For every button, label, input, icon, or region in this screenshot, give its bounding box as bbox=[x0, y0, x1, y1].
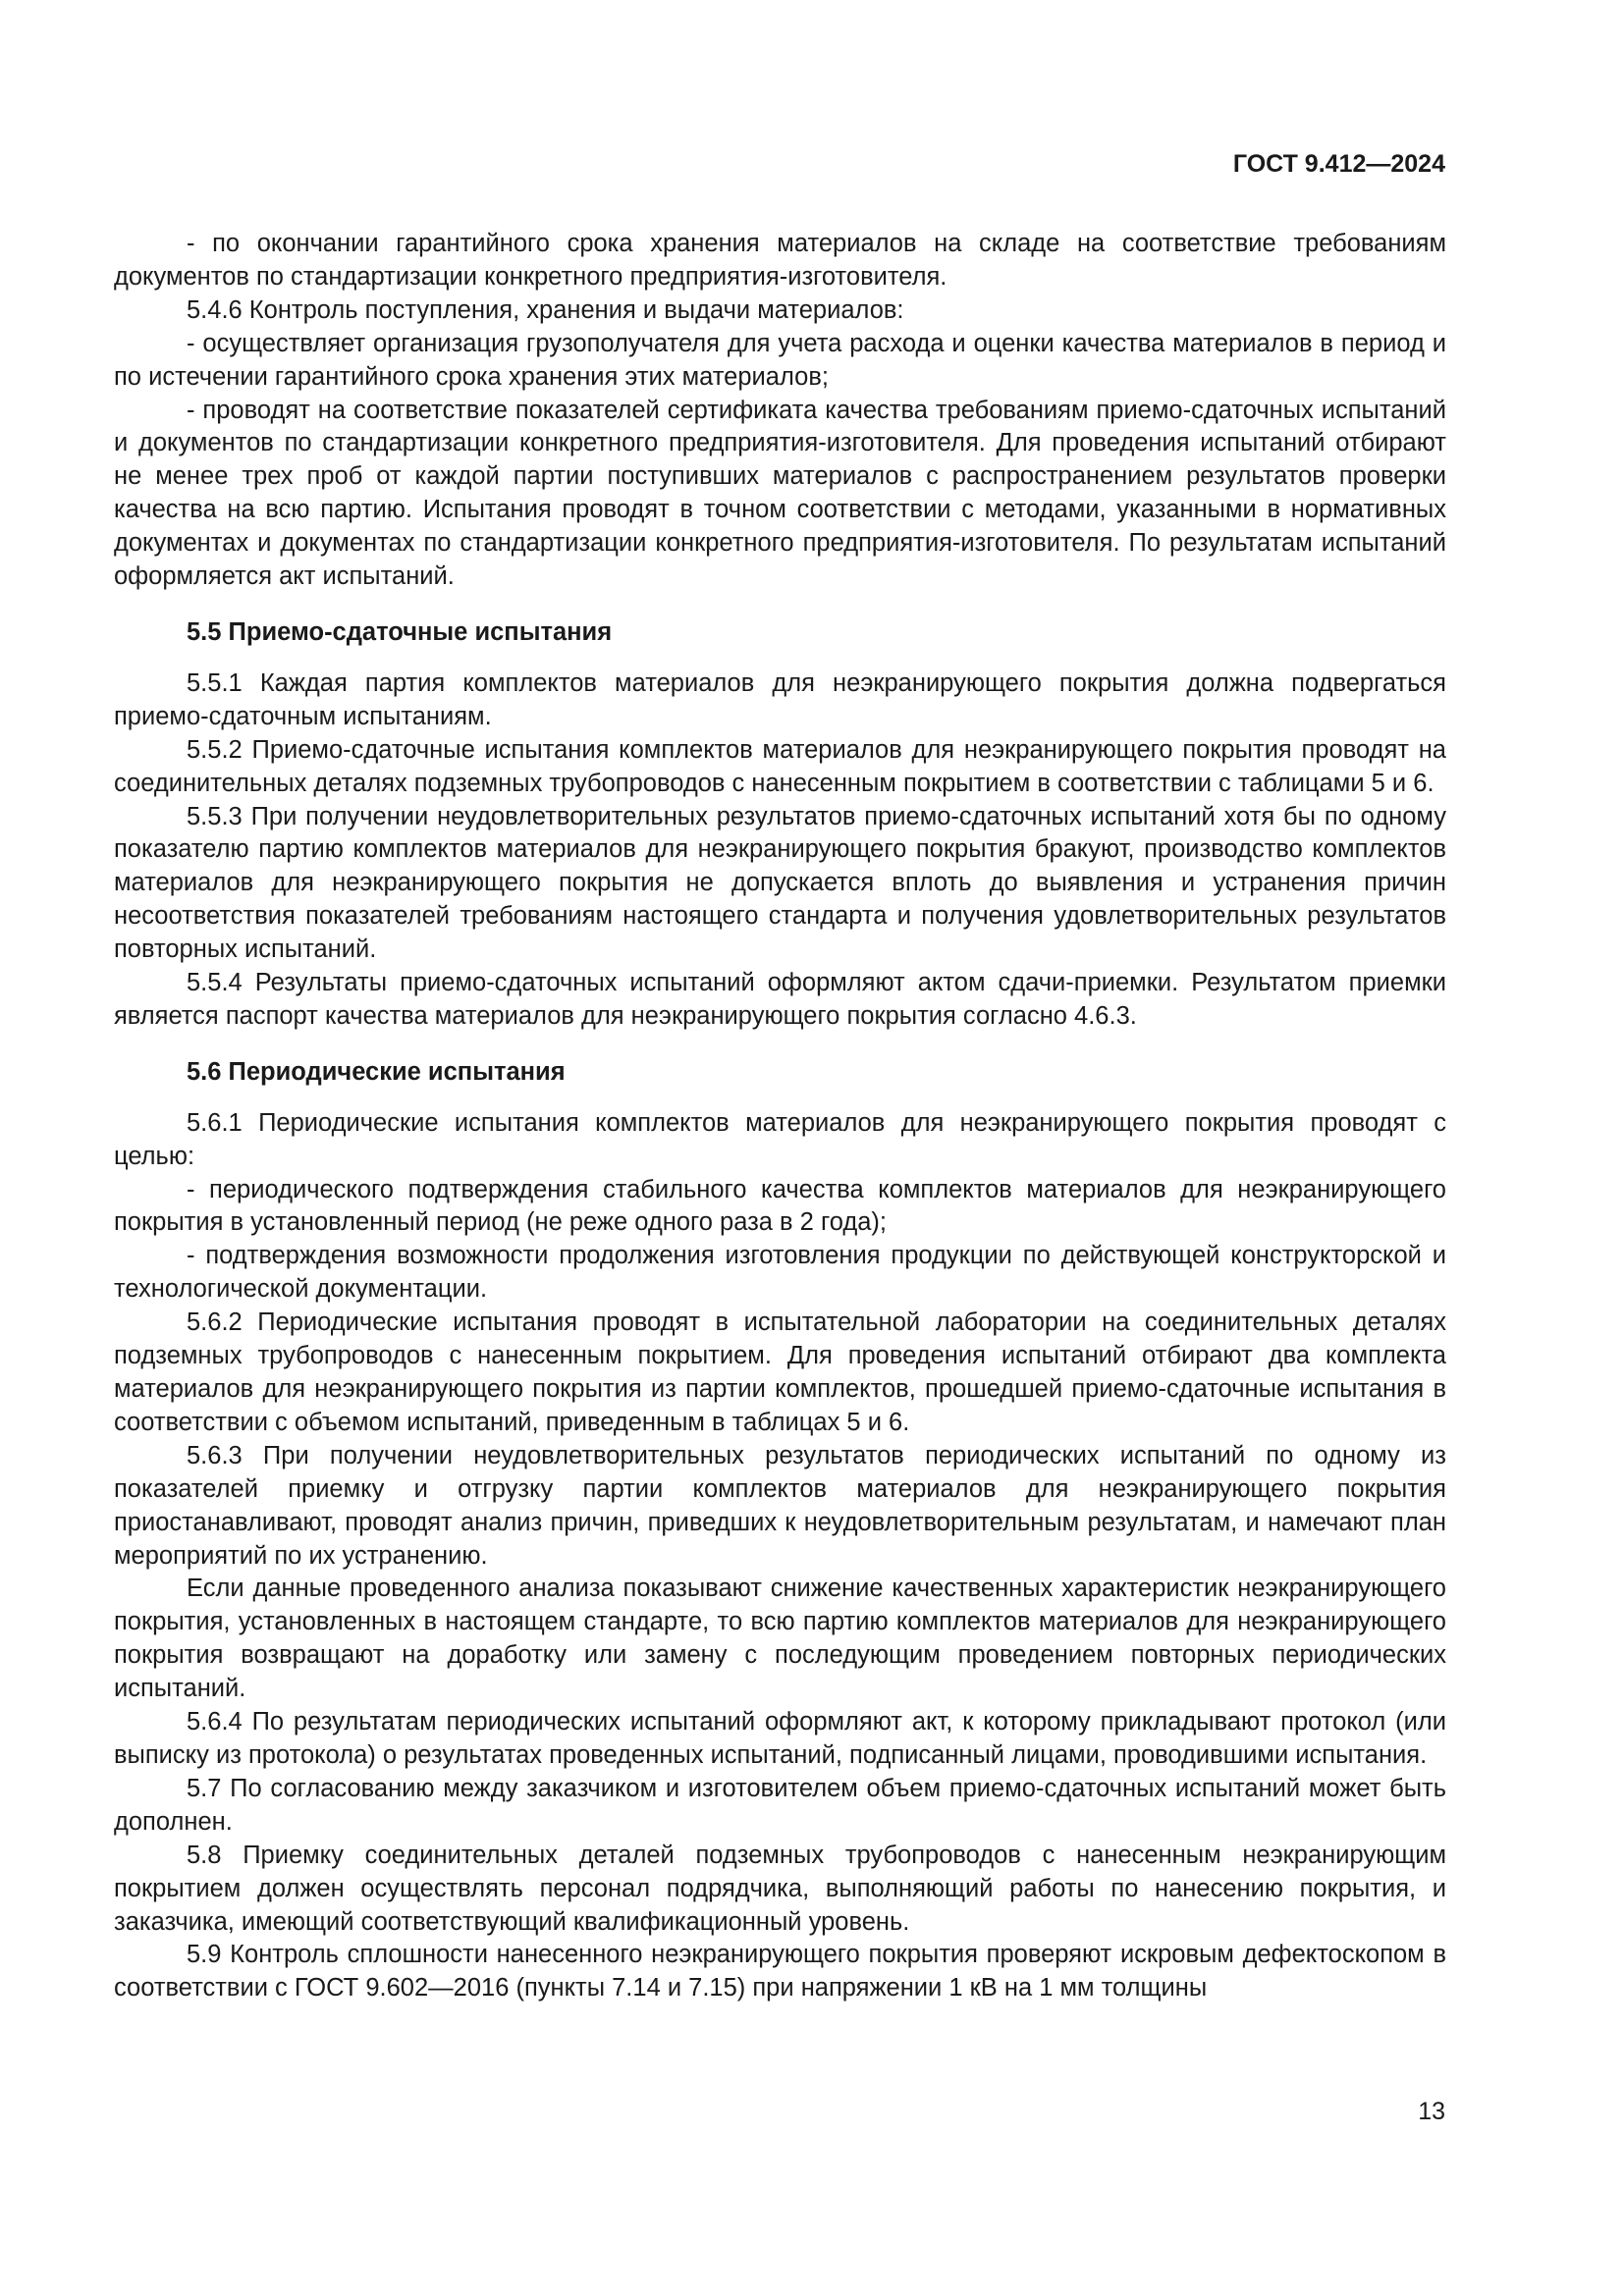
paragraph: - проводят на соответствие показателей сертификата качества требованиям приемо-сдаточных испытаний и документов по стандартизации конкретного предприятия-изготовителя. Для проведения испытаний отбирают не менее трех проб от каждой партии поступивших материалов с распространением результатов проверки качества на всю партию. Испытания проводят в точном соответствии с методами, указанными в нормативных документах и документах по стандартизации конкретного предприятия-изготовителя. По результатам испытаний оформляется акт испытаний. bbox=[114, 396, 1446, 591]
paragraph: 5.7 По согласованию между заказчиком и изготовителем объем приемо-сдаточных испытаний может быть дополнен. bbox=[114, 1774, 1446, 1836]
document-code: ГОСТ 9.412—2024 bbox=[1232, 150, 1445, 178]
paragraph: 5.5.1 Каждая партия комплектов материалов для неэкранирующего покрытия должна подвергаться приемо-сдаточным испытаниям. bbox=[114, 668, 1446, 730]
paragraph: 5.6.2 Периодические испытания проводят в испытательной лаборатории на соединительных деталях подземных трубопроводов с нанесенным покрытием. Для проведения испытаний отбирают два комплекта материалов для неэкранирующего покрытия из партии комплектов, прошедшей приемо-сдаточные испытания в соответствии с объемом испытаний, приведенным в таблицах 5 и 6. bbox=[114, 1308, 1446, 1436]
paragraph: - подтверждения возможности продолжения изготовления продукции по действующей конструкторской и технологической документации. bbox=[114, 1242, 1446, 1304]
paragraph: 5.5.4 Результаты приемо-сдаточных испытаний оформляют актом сдачи-приемки. Результатом приемки является паспорт качества материалов для неэкранирующего покрытия согласно 4.6.3. bbox=[114, 969, 1446, 1030]
section-heading: 5.6 Периодические испытания bbox=[187, 1057, 566, 1086]
paragraph: 5.9 Контроль сплошности нанесенного неэкранирующего покрытия проверяют искровым дефектоскопом в соответствии с ГОСТ 9.602—2016 (пункты 7.14 и 7.15) при напряжении 1 кВ на 1 мм толщины bbox=[114, 1941, 1446, 2002]
page-number: 13 bbox=[1418, 2098, 1445, 2125]
paragraph: Если данные проведенного анализа показывают снижение качественных характеристик неэкранирующего покрытия, установленных в настоящем стандарте, то всю партию комплектов материалов для неэкранирующего покрытия возвращают на доработку или замену с последующим проведением повторных периодических испытаний. bbox=[114, 1575, 1446, 1703]
paragraph: - периодического подтверждения стабильного качества комплектов материалов для неэкранирующего покрытия в установленный период (не реже одного раза в 2 года); bbox=[114, 1175, 1446, 1237]
paragraph: 5.5.2 Приемо-сдаточные испытания комплектов материалов для неэкранирующего покрытия проводят на соединительных деталях подземных трубопроводов с нанесенным покрытием в соответствии с таблицами 5 и 6. bbox=[114, 735, 1446, 797]
paragraph: 5.4.6 Контроль поступления, хранения и выдачи материалов: bbox=[187, 295, 904, 324]
paragraph: - осуществляет организация грузополучателя для учета расхода и оценки качества материалов в период и по истечении гарантийного срока хранения этих материалов; bbox=[114, 329, 1446, 391]
document-body bbox=[114, 228, 1446, 2005]
paragraph: 5.5.3 При получении неудовлетворительных результатов приемо-сдаточных испытаний хотя бы по одному показателю партию комплектов материалов для неэкранирующего покрытия бракуют, производство комплектов материалов для неэкранирующего покрытия не допускается вплоть до выявления и устранения причин несоответствия показателей требованиям настоящего стандарта и получения удовлетворительных результатов повторных испытаний. bbox=[114, 802, 1446, 964]
paragraph: 5.6.4 По результатам периодических испытаний оформляют акт, к которому прикладывают протокол (или выписку из протокола) о результатах проведенных испытаний, подписанный лицами, проводившими испытания. bbox=[114, 1708, 1446, 1769]
paragraph: 5.6.1 Периодические испытания комплектов материалов для неэкранирующего покрытия проводят с целью: bbox=[114, 1108, 1446, 1170]
paragraph: 5.8 Приемку соединительных деталей подземных трубопроводов с нанесенным неэкранирующим покрытием должен осуществлять персонал подрядчика, выполняющий работы по нанесению покрытия, и заказчика, имеющий соответствующий квалификационный уровень. bbox=[114, 1841, 1446, 1936]
paragraph: 5.6.3 При получении неудовлетворительных результатов периодических испытаний по одному из показателей приемку и отгрузку партии комплектов материалов для неэкранирующего покрытия приостанавливают, проводят анализ причин, приведших к неудовлетворительным результатам, и намечают план мероприятий по их устранению. bbox=[114, 1441, 1446, 1570]
section-heading: 5.5 Приемо-сдаточные испытания bbox=[187, 617, 613, 646]
paragraph: - по окончании гарантийного срока хранения материалов на складе на соответствие требованиям документов по стандартизации конкретного предприятия-изготовителя. bbox=[114, 230, 1446, 291]
